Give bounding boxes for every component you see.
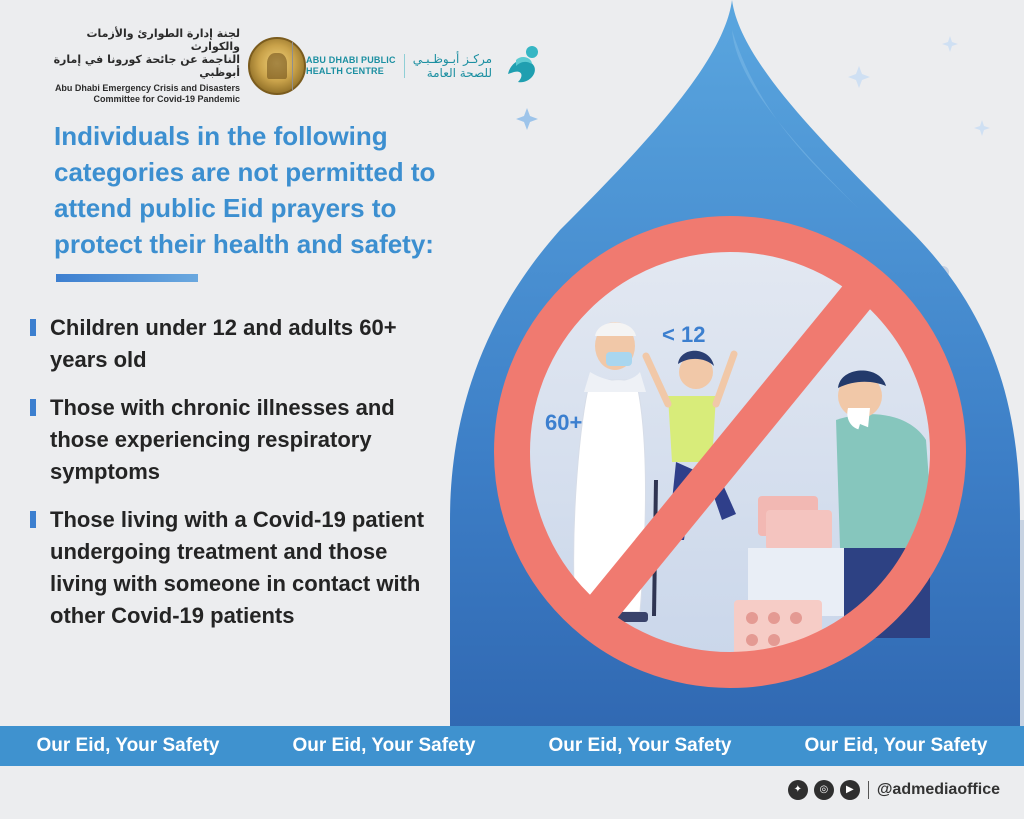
- bullet-text: Children under 12 and adults 60+ years old: [50, 315, 397, 372]
- category-list: [30, 312, 450, 648]
- twitter-icon[interactable]: ✦: [788, 780, 808, 800]
- social-divider: [868, 781, 869, 799]
- bullet-marker: [30, 511, 36, 528]
- slogan-band: [0, 726, 1024, 766]
- crisis-committee-logo: [40, 27, 306, 104]
- age-label-child: < 12: [662, 322, 706, 347]
- crisis-committee-ar-line1: لجنة إدارة الطوارئ والأزمات والكوارث: [86, 27, 240, 53]
- headline-underline: [56, 274, 198, 282]
- instagram-icon[interactable]: ◎: [814, 780, 834, 800]
- bullet-marker: [30, 319, 36, 336]
- list-item: [30, 312, 450, 376]
- uae-emblem-icon: [248, 37, 306, 95]
- crisis-committee-en-line1: Abu Dhabi Emergency Crisis and Disasters: [54, 83, 240, 93]
- age-label-elder: 60+: [545, 410, 583, 435]
- adphc-separator: [404, 54, 405, 78]
- illustration: [440, 0, 1024, 760]
- adphc-en-text: [306, 55, 396, 77]
- slogan-text: Our Eid, Your Safety: [548, 735, 732, 756]
- social-footer: [788, 780, 1000, 800]
- list-item: [30, 504, 450, 632]
- bullet-text: Those with chronic illnesses and those experiencing respiratory symptoms: [50, 395, 395, 484]
- slogan-text: Our Eid, Your Safety: [292, 735, 476, 756]
- adphc-en-line1: ABU DHABI PUBLIC: [306, 55, 396, 65]
- slogan-text: Our Eid, Your Safety: [804, 735, 988, 756]
- adphc-en-line2: HEALTH CENTRE: [306, 66, 384, 76]
- bullet-text: Those living with a Covid-19 patient undergoing treatment and those living with someone in contact with other Covid-19 patients: [50, 507, 425, 628]
- adphc-ar-line1: مركـز أبـوظـبـي: [412, 52, 493, 66]
- bullet-marker: [30, 399, 36, 416]
- slogan-text: Our Eid, Your Safety: [36, 735, 220, 756]
- social-handle[interactable]: @admediaoffice: [876, 781, 1000, 798]
- header-divider: [292, 42, 293, 90]
- crisis-committee-ar-line2: الناجمة عن جائحة كورونا في إمارة أبوظبي: [53, 53, 240, 79]
- youtube-icon[interactable]: ▶: [840, 780, 860, 800]
- list-item: [30, 392, 450, 488]
- crisis-committee-en-line2: Committee for Covid-19 Pandemic: [93, 94, 240, 104]
- adphc-ar-line2: للصحة العامة: [426, 66, 493, 80]
- crisis-committee-text: [40, 27, 240, 105]
- headline: Individuals in the following categories are not permitted to attend public Eid prayers to protect their health and safety:: [54, 121, 436, 259]
